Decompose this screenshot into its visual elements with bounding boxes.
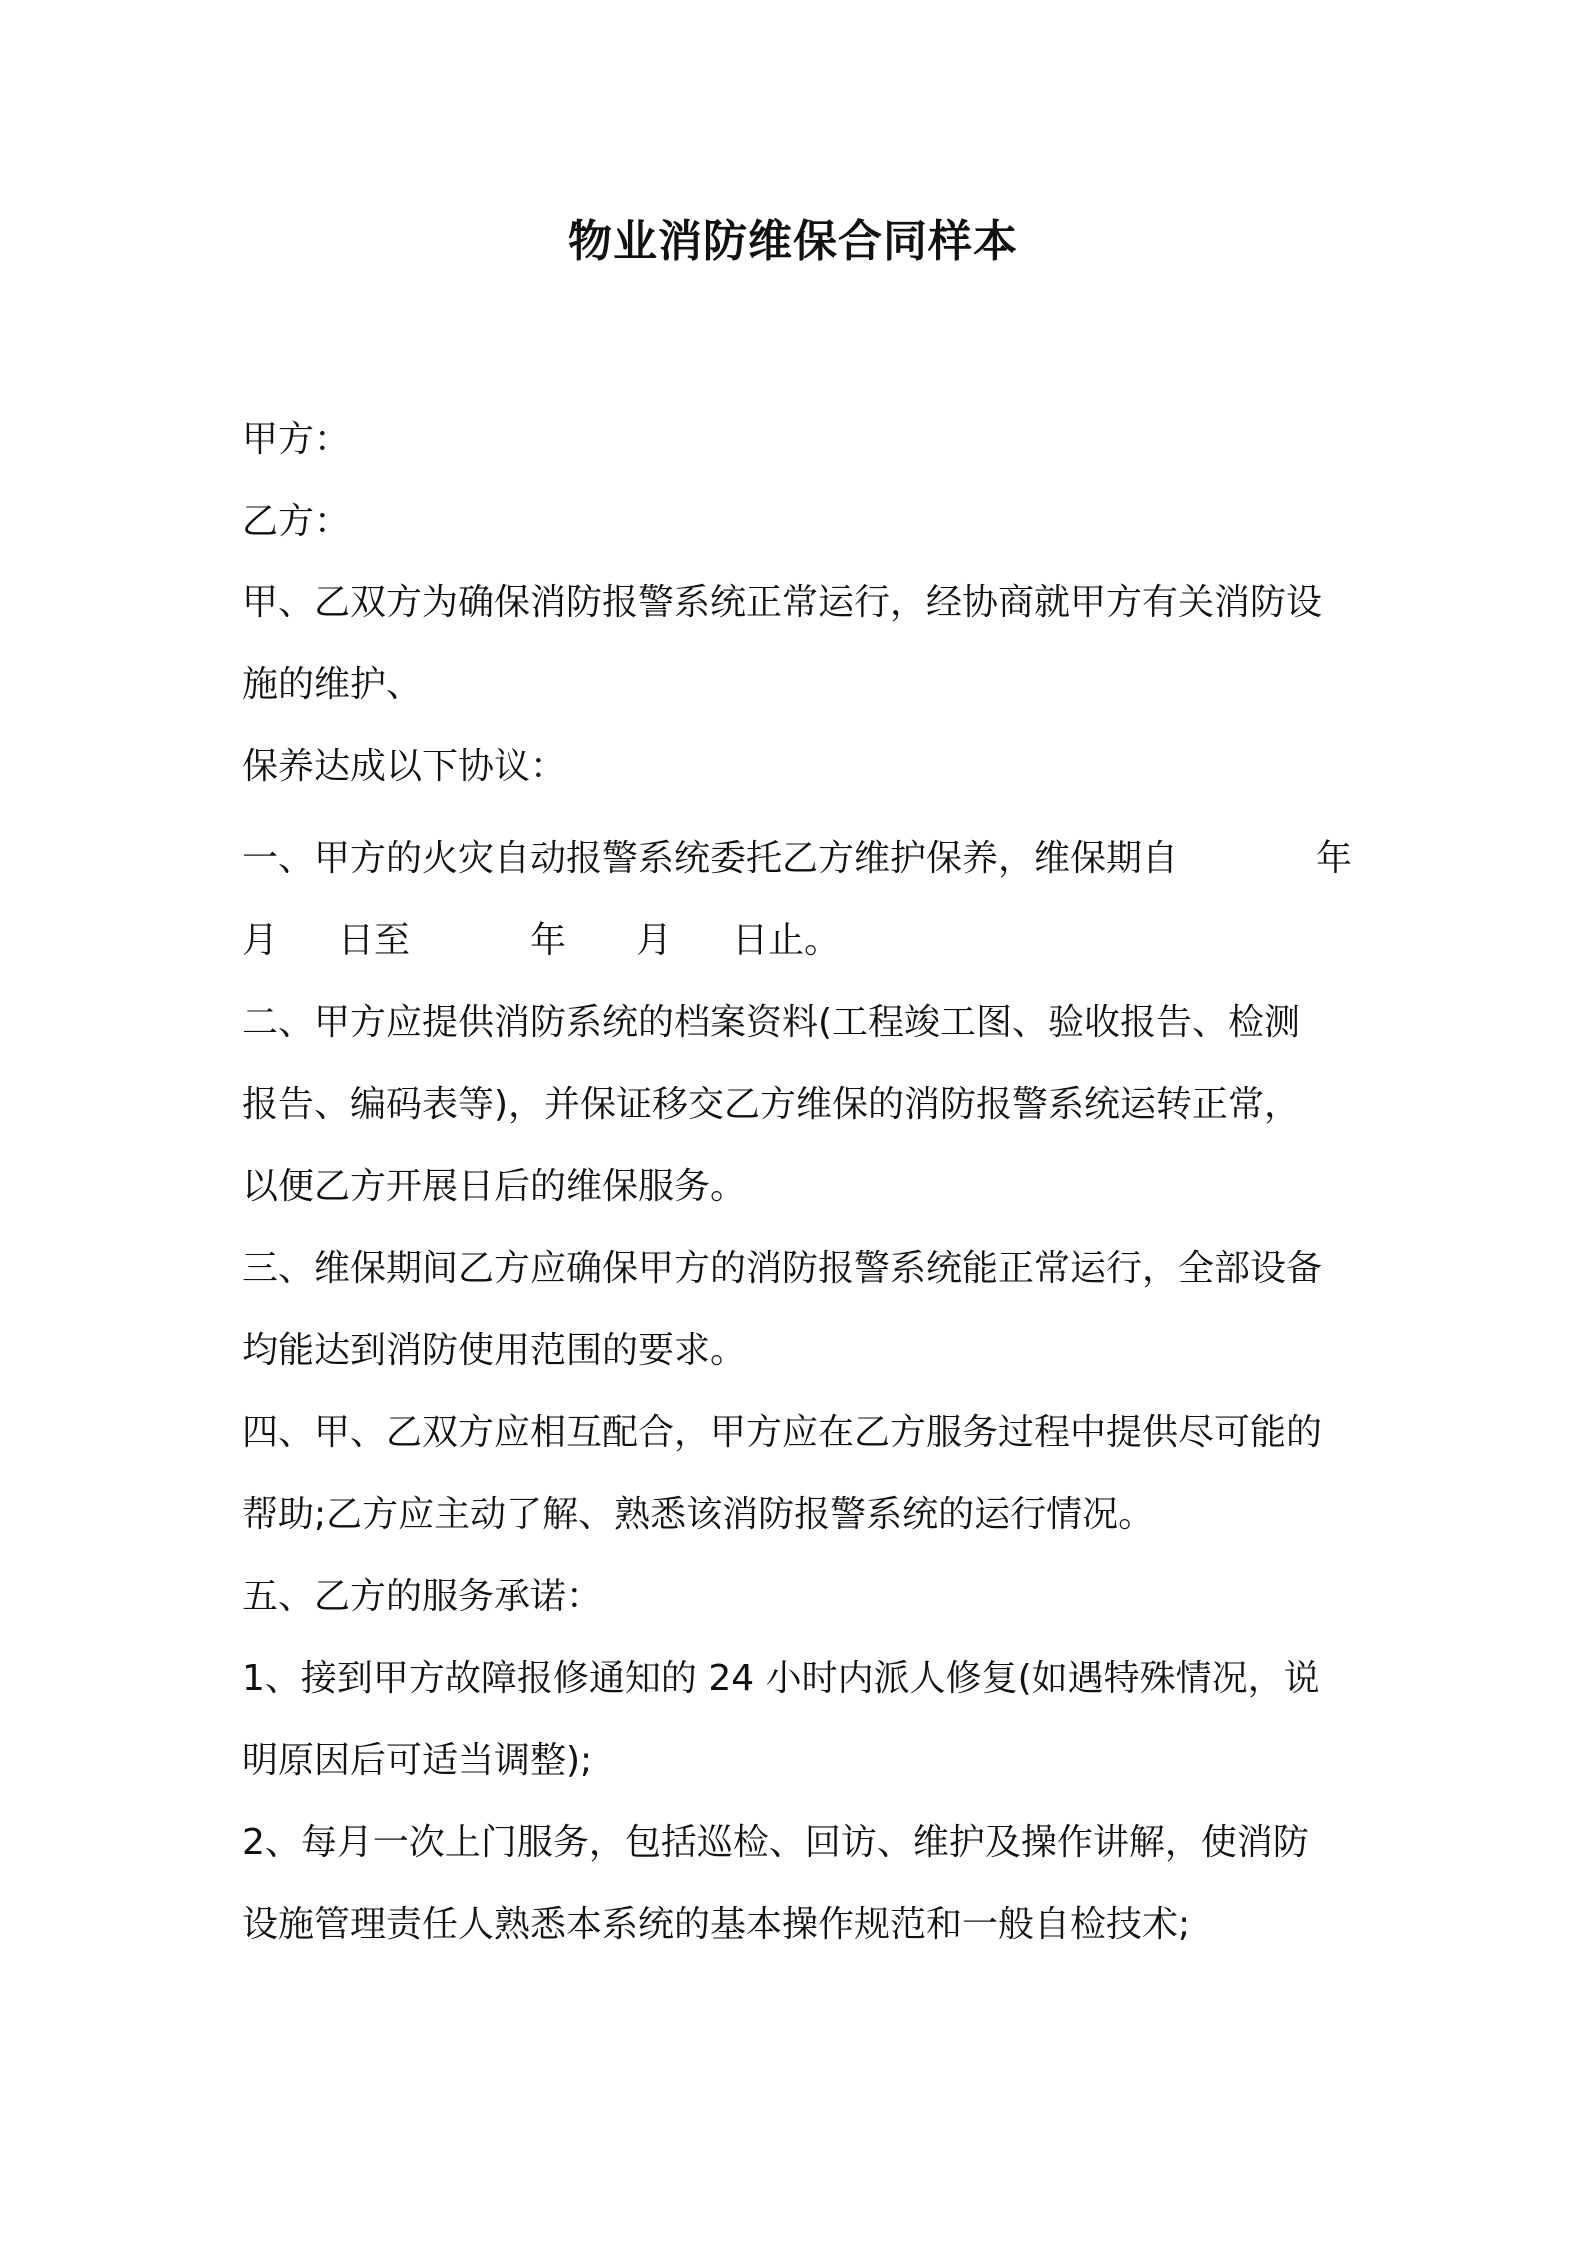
- clause-3-line-2: 均能达到消防使用范围的要求。: [242, 1330, 747, 1371]
- clause-5-item-1-line-1: 1、接到甲方故障报修通知的 24 小时内派人修复(如遇特殊情况，说: [242, 1658, 1320, 1699]
- clause-1-line-1: [242, 834, 1352, 884]
- clause-5-heading: 五、乙方的服务承诺：: [242, 1576, 603, 1617]
- party-a-label: 甲方：: [242, 419, 351, 460]
- clause-3-line-1: 三、维保期间乙方应确保甲方的消防报警系统能正常运行，全部设备: [242, 1248, 1323, 1289]
- clause-1-day-start: 日至: [338, 920, 411, 961]
- clause-4-line-1: 四、甲、乙双方应相互配合，甲方应在乙方服务过程中提供尽可能的: [242, 1412, 1323, 1453]
- clause-1-day-end: 日止。: [732, 920, 841, 961]
- clause-2-line-2: 报告、编码表等)，并保证移交乙方维保的消防报警系统运转正常，: [242, 1084, 1301, 1125]
- clause-1-month-start: 月: [242, 920, 279, 961]
- party-b-label: 乙方：: [242, 501, 351, 542]
- clause-1-year-end: 年: [530, 920, 567, 961]
- clause-1-year-start: 年: [1315, 838, 1352, 879]
- intro-line-3: 保养达成以下协议：: [242, 746, 567, 787]
- clause-1-month-end: 月: [636, 920, 673, 961]
- clause-5-item-1-line-2: 明原因后可适当调整);: [242, 1740, 593, 1781]
- clause-5-item-2-line-2: 设施管理责任人熟悉本系统的基本操作规范和一般自检技术;: [242, 1904, 1191, 1945]
- clause-1-text: 一、甲方的火灾自动报警系统委托乙方维护保养，维保期自: [242, 838, 1179, 879]
- clause-2-line-1: 二、甲方应提供消防系统的档案资料(工程竣工图、验收报告、检测: [242, 1002, 1301, 1043]
- intro-line-2: 施的维护、: [242, 664, 423, 705]
- document-title: 物业消防维保合同样本: [568, 216, 1018, 267]
- clause-4-line-2: 帮助;乙方应主动了解、熟悉该消防报警系统的运行情况。: [242, 1494, 1155, 1535]
- clause-2-line-3: 以便乙方开展日后的维保服务。: [242, 1166, 747, 1207]
- clause-5-item-2-line-1: 2、每月一次上门服务，包括巡检、回访、维护及操作讲解，使消防: [242, 1822, 1309, 1863]
- clause-1-line-2: [242, 916, 840, 966]
- intro-line-1: 甲、乙双方为确保消防报警系统正常运行，经协商就甲方有关消防设: [242, 582, 1323, 623]
